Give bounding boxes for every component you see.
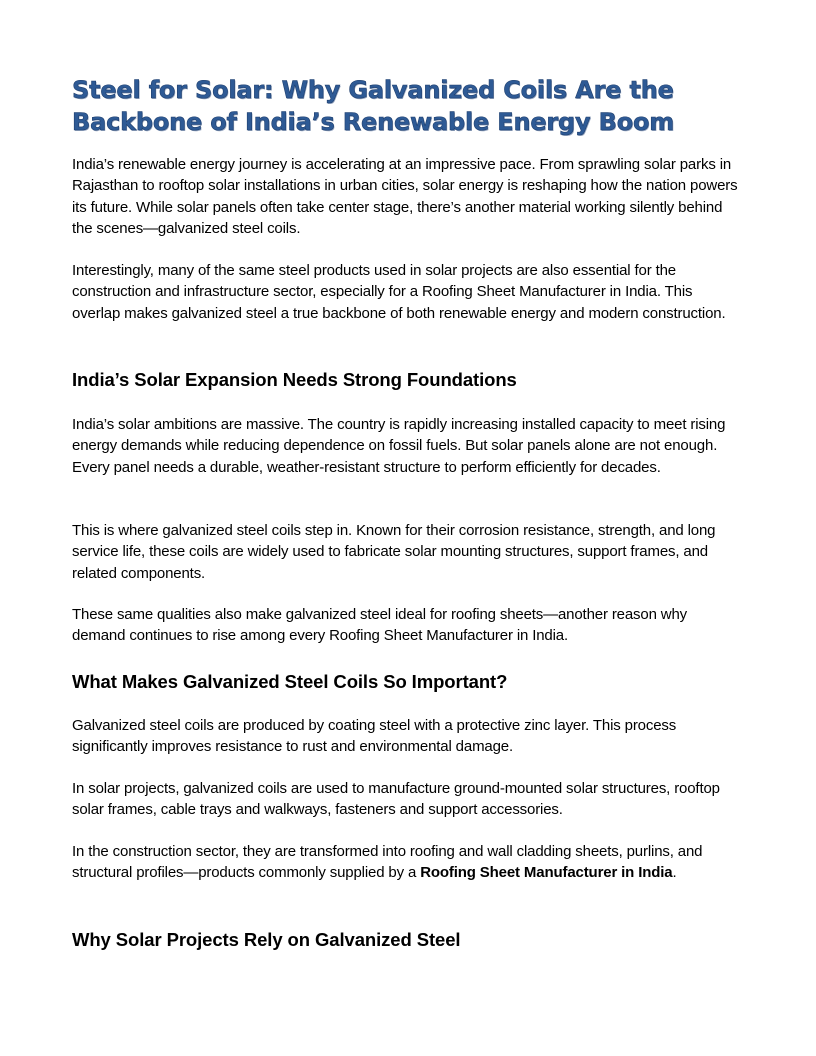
page-title: Steel for Solar: Why Galvanized Coils Are the Backbone of India’s Renewable Energy Boom	[72, 76, 675, 136]
section-heading-solar-reliance: Why Solar Projects Rely on Galvanized Steel	[72, 929, 461, 950]
section-heading-solar-expansion: India’s Solar Expansion Needs Strong Foundations	[72, 369, 517, 390]
section1-paragraph-2: This is where galvanized steel coils step in. Known for their corrosion resistance, strength, and long service life, these coils are widely used to fabricate solar mounting structures, support frames, and related components.	[72, 522, 716, 582]
section2-paragraph-1: Galvanized steel coils are produced by coating steel with a protective zinc layer. This process significantly improves resistance to rust and environmental damage.	[72, 717, 677, 756]
section2-paragraph-3-end: .	[672, 864, 677, 882]
section2-paragraph-3-text: In the construction sector, they are transformed into roofing and wall cladding sheets, purlins, and structural profiles—products commonly supplied by a	[72, 843, 703, 882]
section2-paragraph-3	[72, 841, 744, 884]
section-heading-galvanized-importance: What Makes Galvanized Steel Coils So Important?	[72, 671, 508, 692]
intro-paragraph-2: Interestingly, many of the same steel products used in solar projects are also essential for the construction and infrastructure sector, especially for a Roofing Sheet Manufacturer in India. This overlap makes galvanized steel a true backbone of both renewable energy and modern construction.	[72, 262, 726, 322]
section1-paragraph-1: India’s solar ambitions are massive. The country is rapidly increasing installed capacity to meet rising energy demands while reducing dependence on fossil fuels. But solar panels alone are not enough. Every panel needs a durable, weather-resistant structure to perform efficiently for decades.	[72, 416, 726, 476]
roofing-manufacturer-emphasis: Roofing Sheet Manufacturer in India	[420, 864, 673, 882]
intro-paragraph-1: India’s renewable energy journey is accelerating at an impressive pace. From sprawling solar parks in Rajasthan to rooftop solar installations in urban cities, solar energy is reshaping how the nation powers its future. While solar panels often take center stage, there’s another material working silently behind the scenes—galvanized steel coils.	[72, 156, 738, 237]
section2-paragraph-2: In solar projects, galvanized coils are used to manufacture ground-mounted solar structures, rooftop solar frames, cable trays and walkways, fasteners and support accessories.	[72, 780, 720, 819]
section1-paragraph-3: These same qualities also make galvanized steel ideal for roofing sheets—another reason why demand continues to rise among every Roofing Sheet Manufacturer in India.	[72, 606, 688, 645]
